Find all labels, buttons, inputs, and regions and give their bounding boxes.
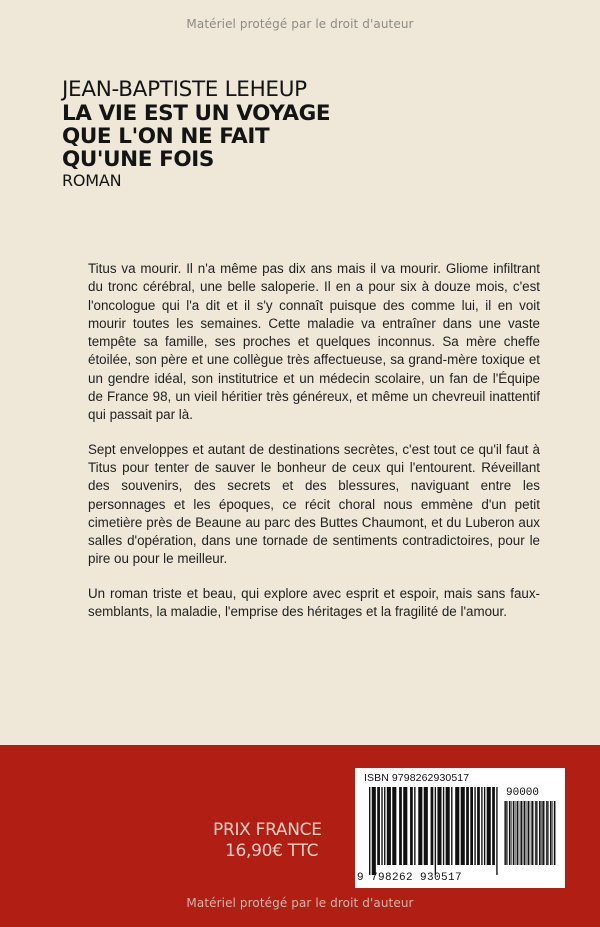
blurb-paragraph-2: Sept enveloppes et autant de destinations secrètes, c'est tout ce qu'il faut à Titus pour tenter de sauver le bonheur de ceux qui l'entourent. Réveillant des souvenirs, des secrets et des blessures, naviguant entre les personnages et les époques, ce récit choral nous emmène d'un petit cimetière près de Beaune au parc des Buttes Chaumont, et du Luberon aux salles d'opération, dans une tornade de sentiments contradictoires, pour le pire ou pour le meilleur. [88,441,540,567]
blurb-paragraph-3: Un roman triste et beau, qui explore avec esprit et espoir, mais sans faux-semblants, la maladie, l'emprise des héritages et la fragilité de l'amour. [88,585,540,620]
title-line-1: LA VIE EST UN VOYAGE [62,101,331,126]
author-name: JEAN-BAPTISTE LEHEUP [62,77,307,102]
copyright-watermark-top: Matériel protégé par le droit d'auteur [186,17,414,31]
addon-bars [504,801,556,875]
ean-bars [369,787,499,875]
genre-label: ROMAN [62,171,122,190]
price-value: 16,90€ TTC [225,841,319,861]
cover-header [62,78,532,190]
addon-code: 90000 [506,787,540,799]
blurb-paragraph-1: Titus va mourir. Il n'a même pas dix ans mais il va mourir. Gliome infiltrant du tronc cérébral, une belle saloperie. Il en a pour six à douze mois, c'est l'oncologue qui l'a dit et il s'y connaît puisque des comme lui, il en voit mourir toutes les semaines. Cette maladie va entraîner dans une vaste tempête sa famille, ses proches et quelques inconnus. Sa mère cheffe étoilée, son père et une collègue très affectueuse, sa grand-mère toxique et un gendre idéal, son institutrice et un médecin scolaire, un fan de l'Équipe de France 98, un vieil héritier très généreux, et même un chevreuil inattentif qui passait par là. [88,261,540,423]
back-cover-blurb [88,260,540,637]
price-label: PRIX FRANCE [213,820,322,840]
title-line-2: QUE L'ON NE FAIT [62,124,270,149]
ean-digits: 9 798262 930517 [357,872,463,884]
price-block [213,820,322,862]
title-line-3: QU'UNE FOIS [62,147,214,172]
barcode [355,768,565,888]
isbn-label: ISBN 9798262930517 [364,772,470,784]
copyright-watermark-bottom: Matériel protégé par le droit d'auteur [186,896,414,910]
